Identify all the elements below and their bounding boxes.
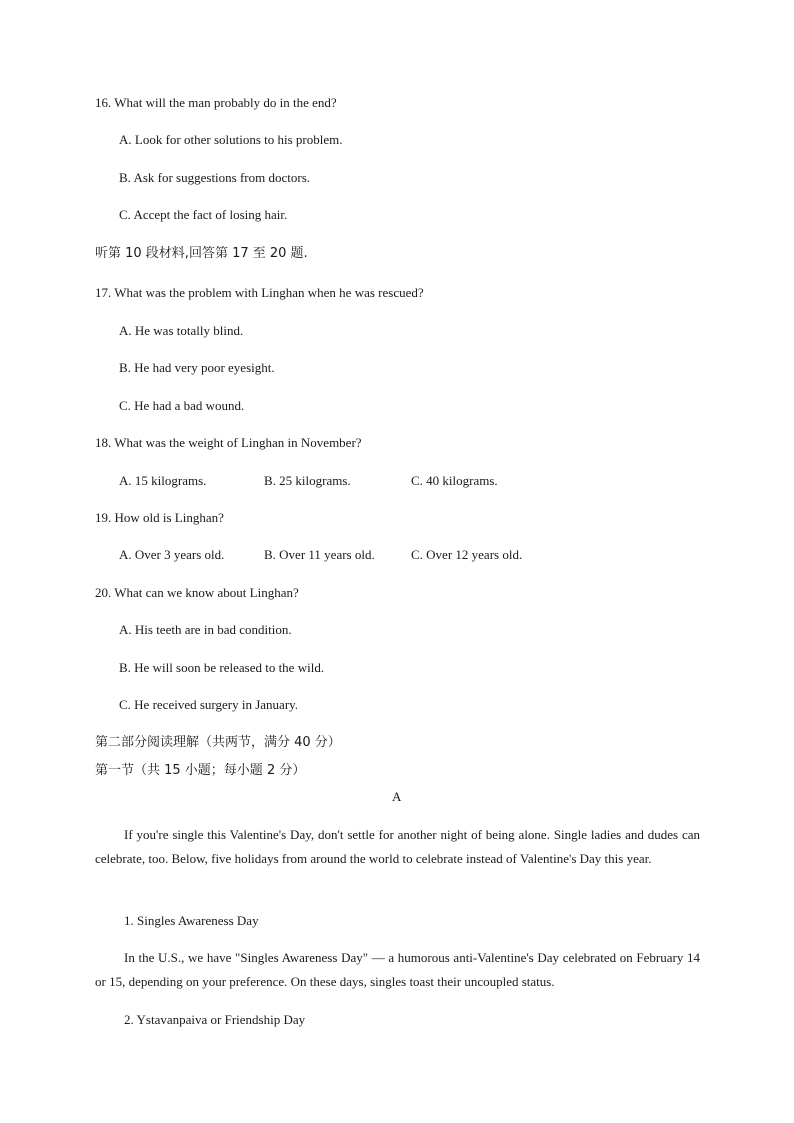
q18-option-b: B. 25 kilograms. <box>264 473 351 488</box>
q18-option-a: A. 15 kilograms. <box>119 473 207 488</box>
q17-option-c: C. He had a bad wound. <box>119 398 245 413</box>
section-1-heading: 第一节（共 15 小题；每小题 2 分） <box>95 763 306 778</box>
q16-option-c: C. Accept the fact of losing hair. <box>119 207 288 222</box>
section-10-instruction: 听第 10 段材料,回答第 17 至 20 题. <box>95 246 308 261</box>
q18-stem: 18. What was the weight of Linghan in November? <box>95 435 362 450</box>
q19-option-a: A. Over 3 years old. <box>119 547 225 562</box>
q17-option-a: A. He was totally blind. <box>119 323 244 338</box>
q20-option-c: C. He received surgery in January. <box>119 697 299 712</box>
q19-stem: 19. How old is Linghan? <box>95 510 224 525</box>
item-1-title: 1. Singles Awareness Day <box>124 913 259 928</box>
passage-letter: A <box>392 789 402 804</box>
q18-option-c: C. 40 kilograms. <box>411 473 498 488</box>
q20-option-b: B. He will soon be released to the wild. <box>119 660 325 675</box>
q16-option-a: A. Look for other solutions to his problem. <box>119 132 343 147</box>
q16-stem: 16. What will the man probably do in the end? <box>95 95 337 110</box>
q19-option-c: C. Over 12 years old. <box>411 547 523 562</box>
q20-option-a: A. His teeth are in bad condition. <box>119 622 292 637</box>
item-2-title: 2. Ystavanpaiva or Friendship Day <box>124 1012 306 1027</box>
q20-stem: 20. What can we know about Linghan? <box>95 585 299 600</box>
passage-intro: If you're single this Valentine's Day, don't settle for another night of being alone. Single ladies and dudes can celebrate, too. Below, five holidays from around the world to celebrate instead of Valentine's Day this year. <box>95 827 700 866</box>
part-2-heading: 第二部分阅读理解（共两节，满分 40 分） <box>95 735 341 750</box>
q17-option-b: B. He had very poor eyesight. <box>119 360 275 375</box>
q17-stem: 17. What was the problem with Linghan when he was rescued? <box>95 285 424 300</box>
q19-option-b: B. Over 11 years old. <box>264 547 375 562</box>
q16-option-b: B. Ask for suggestions from doctors. <box>119 170 311 185</box>
item-1-text: In the U.S., we have "Singles Awareness Day" — a humorous anti-Valentine's Day celebrated on February 14 or 15, depending on your preference. On these days, singles toast their uncoupled status. <box>95 950 700 989</box>
